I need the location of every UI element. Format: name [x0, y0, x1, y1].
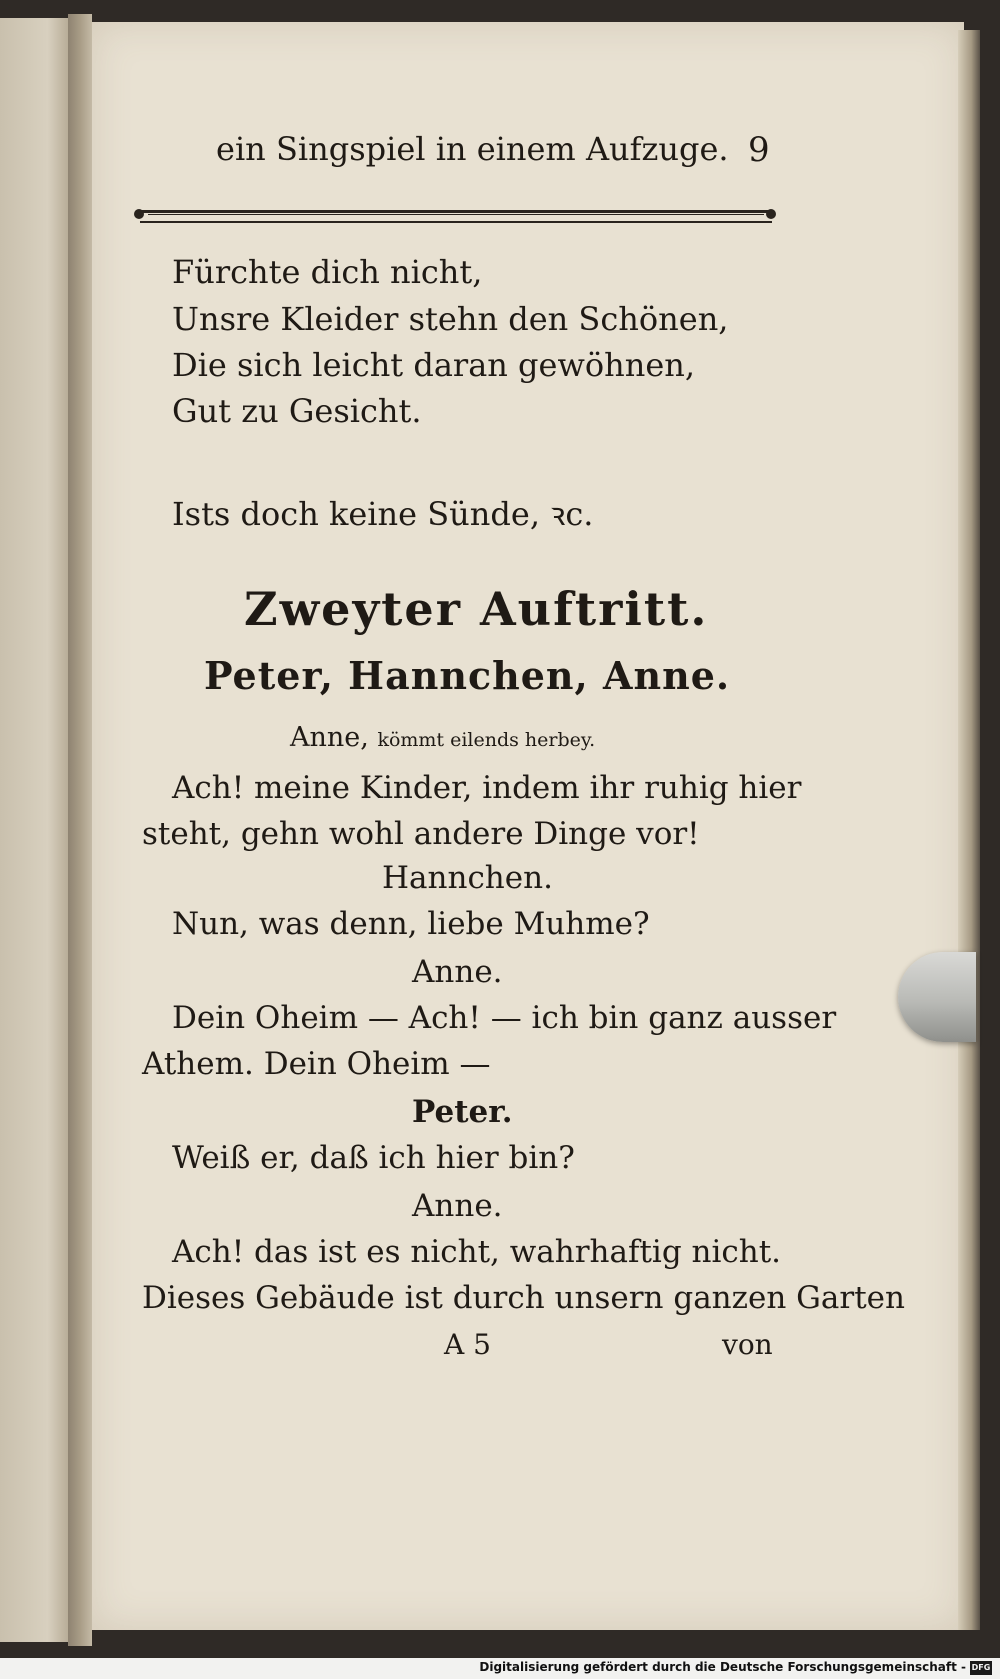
verse-line-1: Fürchte dich nicht, [172, 253, 483, 291]
book-gutter [68, 14, 92, 1646]
dialogue-line: Nun, was denn, liebe Muhme? [172, 906, 650, 942]
signature-mark: A 5 [444, 1328, 491, 1361]
speaker-name: Anne, [290, 722, 369, 753]
rule-right-terminal [766, 209, 776, 219]
ornamental-rule [140, 210, 772, 223]
catchword: von [722, 1328, 773, 1361]
dialogue-line: Athem. Dein Oheim — [142, 1046, 491, 1082]
verse-line-2: Unsre Kleider stehn den Schönen, [172, 300, 729, 338]
verse-line-3: Die sich leicht daran gewöhnen, [172, 346, 696, 384]
speaker-name: Anne. [412, 1188, 503, 1224]
page-fore-edge [958, 30, 980, 1630]
speaker-with-direction [290, 722, 595, 753]
dialogue-line: Weiß er, daß ich hier bin? [172, 1140, 575, 1176]
facing-page-edge [0, 18, 68, 1642]
scene-characters: Peter, Hannchen, Anne. [204, 653, 731, 698]
dialogue-line: Ach! das ist es nicht, wahrhaftig nicht. [172, 1234, 782, 1270]
dfg-logo: DFG [970, 1661, 992, 1675]
dialogue-line: Dieses Gebäude ist durch unsern ganzen Garten [142, 1280, 905, 1316]
ornamental-rule-inner [148, 214, 764, 215]
speaker-name: Anne. [412, 954, 503, 990]
page-number: 9 [748, 130, 770, 170]
rule-left-terminal [134, 209, 144, 219]
digitization-credit: Digitalisierung gefördert durch die Deutsche Forschungsgemeinschaft - [479, 1660, 966, 1674]
dialogue-line: Dein Oheim — Ach! — ich bin ganz ausser [172, 1000, 837, 1036]
speaker-name: Hannchen. [382, 860, 553, 896]
stage-direction: kömmt eilends herbey. [377, 729, 596, 751]
refrain-line: Ists doch keine Sünde, ꝛc. [172, 495, 594, 533]
dialogue-line: Ach! meine Kinder, indem ihr ruhig hier [172, 770, 802, 806]
verse-line-4: Gut zu Gesicht. [172, 392, 422, 430]
dialogue-line: steht, gehn wohl andere Dinge vor! [142, 816, 700, 852]
running-header-title: ein Singspiel in einem Aufzuge. [216, 130, 729, 168]
speaker-name: Peter. [412, 1094, 513, 1130]
scene-title: Zweyter Auftritt. [244, 582, 709, 636]
